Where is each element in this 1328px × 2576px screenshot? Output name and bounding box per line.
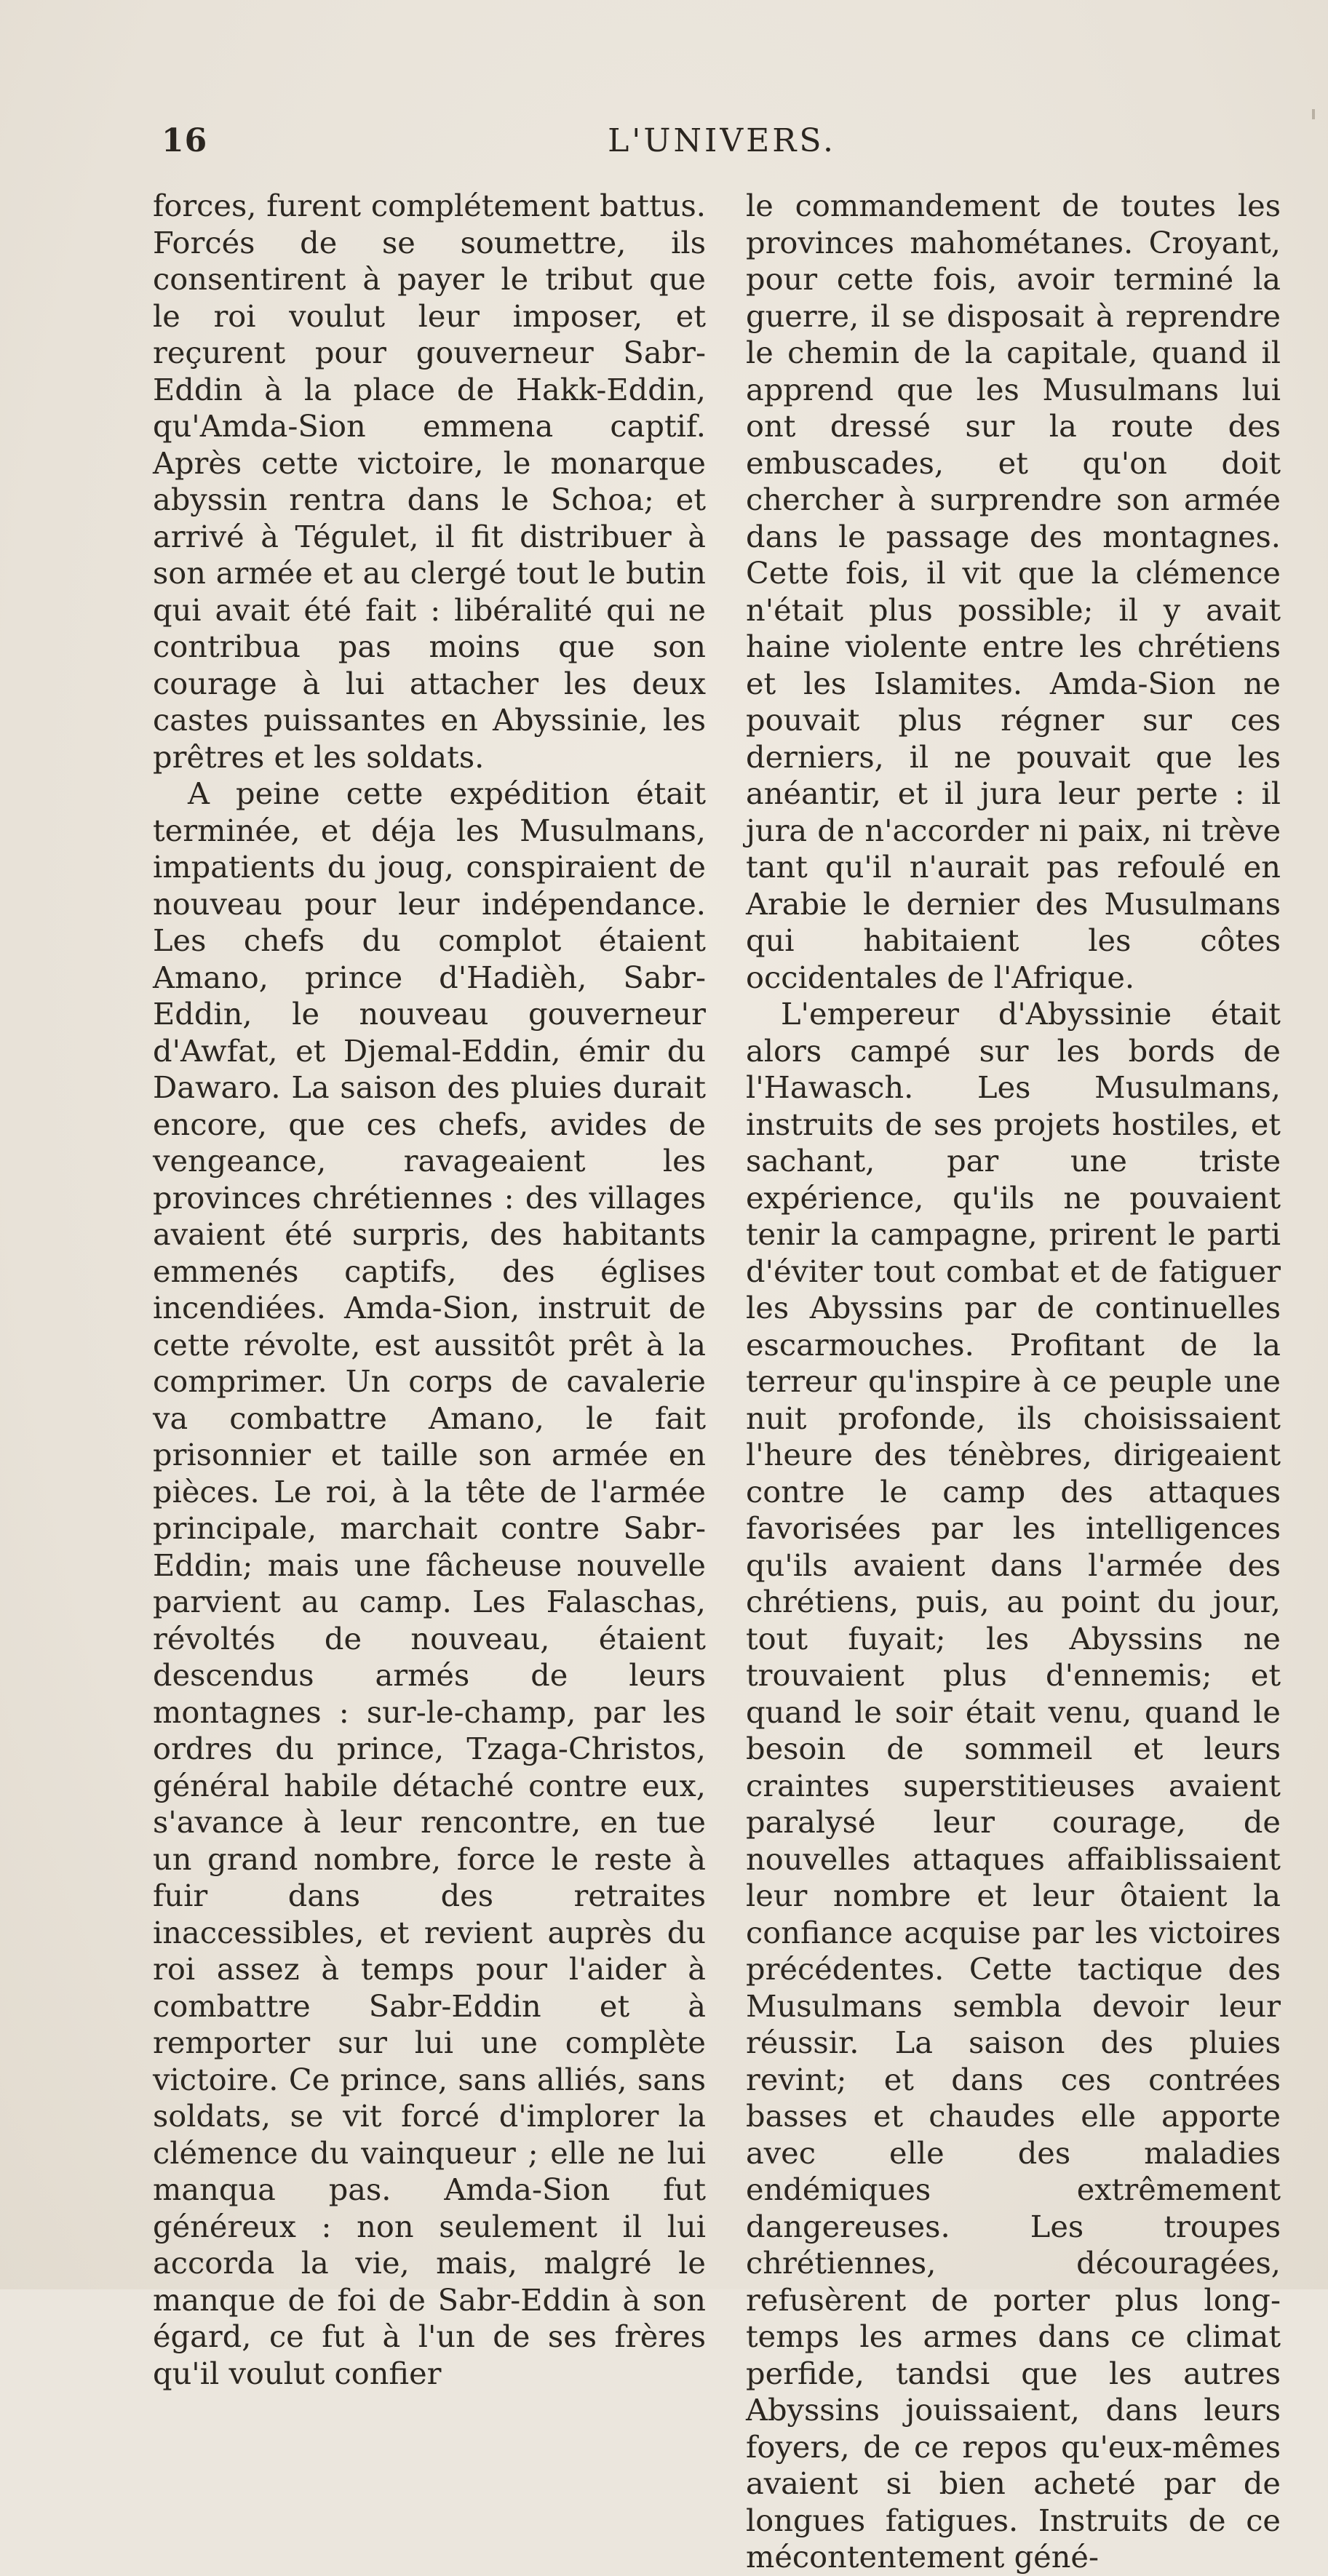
- paragraph: A peine cette expédition était terminée, et déja les Musulmans, impatients du joug, conspiraient de nouveau pour leur indépendance. Les chefs du complot étaient Amano, prince d'Hadièh, Sabr-Eddin, le nouveau gouverneur d'Awfat, et Djemal-Eddin, émir du Dawaro. La saison des pluies durait encore, que ces chefs, avides de vengeance, ravageaient les provinces chrétiennes : des villages avaient été surpris, des habitants emmenés captifs, des églises incendiées. Amda-Sion, instruit de cette révolte, est aussitôt prêt à la comprimer. Un corps de cavalerie va combattre Amano, le fait prisonnier et taille son armée en pièces. Le roi, à la tête de l'armée principale, marchait contre Sabr-Eddin; mais une fâcheuse nouvelle parvient au camp. Les Falaschas, révoltés de nouveau, étaient descendus armés de leurs montagnes : sur-le-champ, par les ordres du prince, Tzaga-Christos, général habile détaché contre eux, s'avance à leur rencontre, en tue un grand nombre, force le reste à fuir dans des retraites inaccessibles, et revient auprès du roi assez à temps pour l'aider à combattre Sabr-Eddin et à remporter sur lui une complète victoire. Ce prince, sans alliés, sans soldats, se vit forcé d'implorer la clémence du vainqueur ; elle ne lui manqua pas. Amda-Sion fut généreux : non seulement il lui accorda la vie, mais, malgré le manque de foi de Sabr-Eddin à son égard, ce fut à l'un de ses frères qu'il voulut confier: [153, 775, 706, 2391]
- paragraph: forces, furent complétement battus. Forcés de se soumettre, ils consentirent à payer le tribut que le roi voulut leur imposer, et reçurent pour gouverneur Sabr-Eddin à la place de Hakk-Eddin, qu'Amda-Sion emmena captif. Après cette victoire, le monarque abyssin rentra dans le Schoa; et arrivé à Tégulet, il fit distribuer à son armée et au clergé tout le butin qui avait été fait : libéralité qui ne contribua pas moins que son courage à lui attacher les deux castes puissantes en Abyssinie, les prêtres et les soldats.: [153, 188, 706, 775]
- page-header: [162, 122, 1282, 166]
- left-column: [153, 188, 706, 2392]
- running-title: L'UNIVERS.: [608, 122, 836, 159]
- paragraph: L'empereur d'Abyssinie était alors campé sur les bords de l'Hawasch. Les Musulmans, instruits de ses projets hostiles, et sachant, par une triste expérience, qu'ils ne pouvaient tenir la campagne, prirent le parti d'éviter tout combat et de fatiguer les Abyssins par de continuelles escarmouches. Profitant de la terreur qu'inspire à ce peuple une nuit profonde, ils choisissaient l'heure des ténèbres, dirigeaient contre le camp des attaques favorisées par les intelligences qu'ils avaient dans l'armée des chrétiens, puis, au point du jour, tout fuyait; les Abyssins ne trouvaient plus d'ennemis; et quand le soir était venu, quand le besoin de sommeil et leurs craintes superstitieuses avaient paralysé leur courage, de nouvelles attaques affaiblissaient leur nombre et leur ôtaient la confiance acquise par les victoires précédentes. Cette tactique des Musulmans sembla devoir leur réussir. La saison des pluies revint; et dans ces contrées basses et chaudes elle apporte avec elle des maladies endémiques extrêmement dangereuses. Les troupes chrétiennes, découragées, refusèrent de porter plus long-temps les armes dans ce climat perfide, tandsi que les autres Abyssins jouissaient, dans leurs foyers, de ce repos qu'eux-mêmes avaient si bien acheté par de longues fatigues. Instruits de ce mécontentement géné-: [746, 996, 1281, 2575]
- page-edge-mark: [1312, 109, 1315, 119]
- paragraph: le commandement de toutes les provinces mahométanes. Croyant, pour cette fois, avoir terminé la guerre, il se disposait à reprendre le chemin de la capitale, quand il apprend que les Musulmans lui ont dressé sur la route des embuscades, et qu'on doit chercher à surprendre son armée dans le passage des montagnes. Cette fois, il vit que la clémence n'était plus possible; il y avait haine violente entre les chrétiens et les Islamites. Amda-Sion ne pouvait plus régner sur ces derniers, il ne pouvait que les anéantir, et il jura leur perte : il jura de n'accorder ni paix, ni trève tant qu'il n'aurait pas refoulé en Arabie le dernier des Musulmans qui habitaient les côtes occidentales de l'Afrique.: [746, 188, 1281, 995]
- right-column: [746, 188, 1281, 2576]
- page-number: 16: [162, 122, 208, 159]
